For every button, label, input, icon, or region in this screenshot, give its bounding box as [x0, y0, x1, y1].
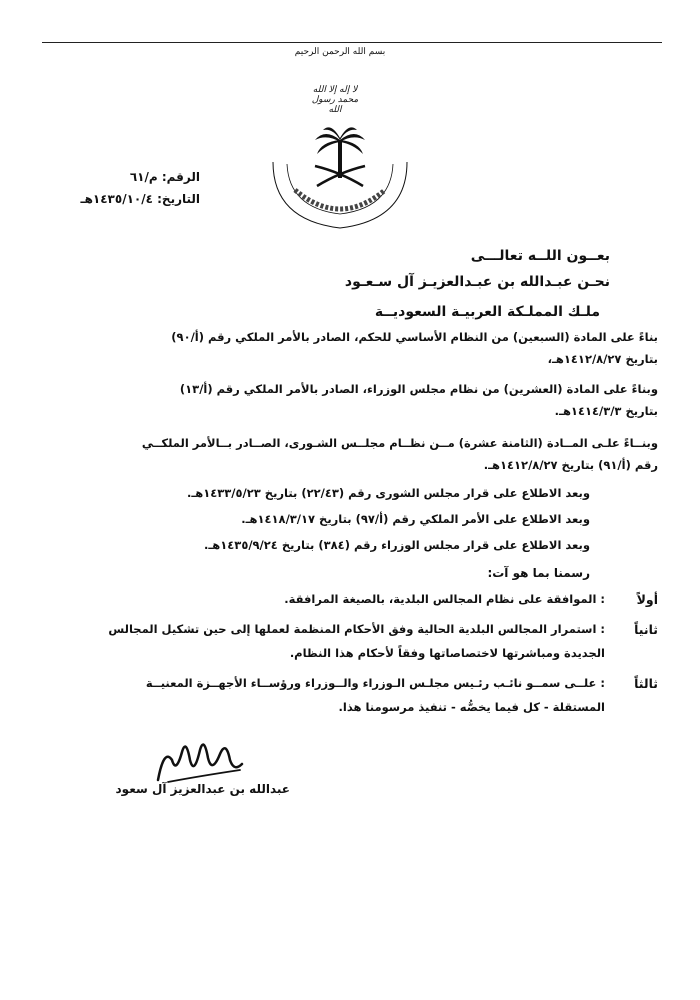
preamble-6: وبعد الاطلاع على قرار مجلس الوزراء رقم (٣٨٤) بتاريخ ١٤٣٥/٩/٢٤هـ.: [203, 538, 590, 552]
preamble-3-line-1: وبنــاءً علـى المــادة (الثامنة عشرة) مــن نظــام مجلــس الشـورى، الصــادر بــالأمر الملكــي: [141, 436, 658, 450]
preamble-1-line-2: بتاريخ ١٤١٢/٨/٢٧هـ،: [547, 352, 658, 366]
king-title: ملـك المملـكة العربيـة السعوديــة: [374, 304, 600, 320]
palm-tree-icon: [315, 127, 365, 178]
signatory-name: عبدالله بن عبدالعزيز آل سعود: [115, 782, 290, 796]
article-2-line-1: : استمرار المجالس البلدية الحالية وفق الأحكام المنظمة لعملها إلى حين تشكيل المجالس: [108, 622, 605, 636]
preamble-4: وبعد الاطلاع على قرار مجلس الشورى رقم (٢٢/٤٣) بتاريخ ١٤٣٣/٥/٢٣هـ.: [186, 486, 590, 500]
article-3-line-2: المستقلة - كل فيما يخصُّه - تنفيذ مرسومنا هذا.: [338, 700, 605, 714]
top-rule: [42, 42, 662, 43]
preamble-2-line-1: وبناءً على المادة (العشرين) من نظام مجلس الوزراء، الصادر بالأمر الملكي رقم (أ/١٣): [179, 382, 658, 396]
invocation: بعــون اللــه تعالـــى: [470, 248, 610, 264]
decree-statement: رسمنا بما هو آت:: [487, 566, 590, 580]
article-2-line-2: الجديدة ومباشرتها لاختصاصاتها وفقاً لأحكام هذا النظام.: [289, 646, 605, 660]
handwritten-signature: [150, 730, 250, 790]
article-3-label: ثالثاً: [634, 676, 658, 691]
basmala: بسم الله الرحمن الرحيم: [294, 47, 386, 57]
preamble-3-line-2: رقم (أ/٩١) بتاريخ ١٤١٢/٨/٢٧هـ.: [483, 458, 658, 472]
article-2-label: ثانياً: [634, 622, 658, 637]
shahada-text: لا إله إلا الله محمد رسول الله: [311, 85, 359, 115]
reference-number: الرقم: م/٦١: [129, 170, 200, 184]
preamble-5: وبعد الاطلاع على الأمر الملكي رقم (أ/٩٧) بتاريخ ١٤١٨/٣/١٧هـ.: [241, 512, 590, 526]
saudi-emblem: [265, 120, 415, 230]
preamble-2-line-2: بتاريخ ١٤١٤/٣/٣هـ.: [554, 404, 658, 418]
reference-date: التاريخ: ١٤٣٥/١٠/٤هـ: [80, 192, 200, 206]
article-1-label: أولاً: [636, 592, 658, 607]
preamble-1-line-1: بناءً على المادة (السبعين) من النظام الأساسي للحكم، الصادر بالأمر الملكي رقم (أ/٩٠): [171, 330, 658, 344]
king-name: نحـن عبـدالله بن عبـدالعزيـز آل سـعـود: [344, 274, 610, 290]
article-3-line-1: : علــى سمــو نائـب رئـيس مجلـس الـوزراء والــوزراء ورؤســاء الأجهــزة المعنيــة: [145, 676, 605, 690]
article-1-text: : الموافقة على نظام المجالس البلدية، بالصيغة المرافقة.: [284, 592, 605, 606]
